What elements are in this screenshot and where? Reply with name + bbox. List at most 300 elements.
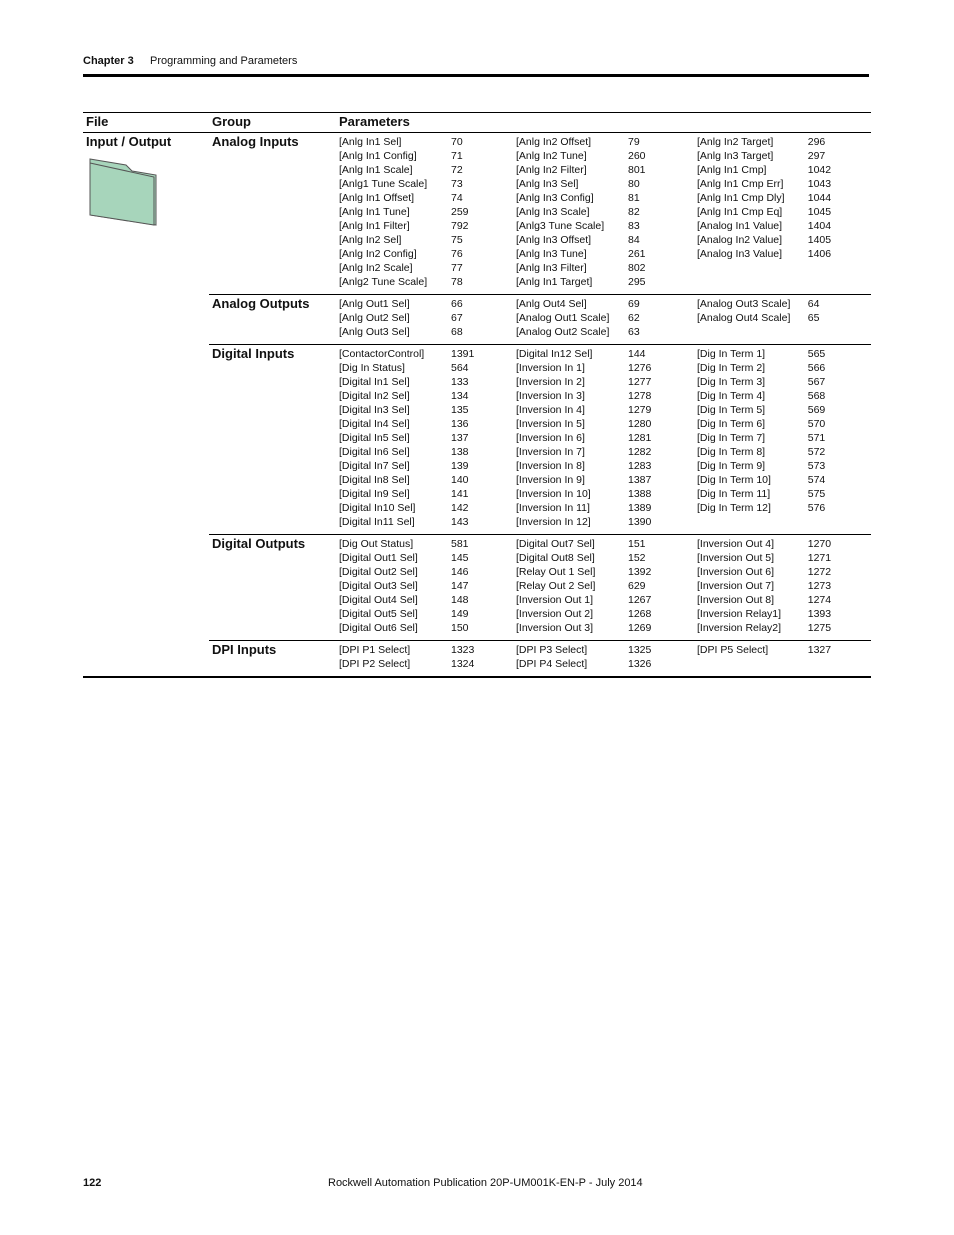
parameter-column [697, 643, 871, 671]
parameter-row [339, 431, 516, 445]
parameter-row [697, 191, 871, 205]
parameter-row [697, 347, 871, 361]
parameter-number: 261 [628, 248, 646, 260]
parameter-row [697, 593, 871, 607]
parameter-row [516, 515, 697, 529]
parameter-name: [Inversion Out 6] [697, 566, 775, 578]
parameter-number: 1324 [451, 658, 475, 670]
parameter-row [516, 261, 697, 275]
parameter-row [339, 445, 516, 459]
group-label: Analog Outputs [212, 296, 310, 311]
parameter-name: [Anlg3 Tune Scale] [516, 220, 605, 232]
parameter-row [697, 149, 871, 163]
parameter-name: [Inversion In 4] [516, 404, 585, 416]
parameter-row [516, 565, 697, 579]
parameter-number: 572 [807, 446, 826, 458]
parameter-row [516, 417, 697, 431]
parameter-row [697, 501, 871, 515]
parameter-number: 77 [451, 262, 463, 274]
parameter-row [339, 621, 516, 635]
parameter-number: 566 [807, 362, 826, 374]
parameter-number: 1387 [628, 474, 652, 486]
parameter-row [516, 403, 697, 417]
parameter-name: [Digital In1 Sel] [339, 376, 410, 388]
parameter-name: [Inversion Out 2] [516, 608, 594, 620]
parameter-row [339, 233, 516, 247]
parameter-row [697, 643, 871, 657]
parameter-number: 152 [628, 552, 646, 564]
header-rule [83, 74, 869, 77]
parameter-row [339, 459, 516, 473]
parameter-name: [Dig In Term 6] [697, 418, 766, 430]
parameter-number: 136 [451, 418, 469, 430]
parameter-row [697, 163, 871, 177]
parameter-row [339, 551, 516, 565]
parameter-row [697, 621, 871, 635]
table-group-row [209, 294, 871, 344]
parameter-number: 80 [628, 178, 640, 190]
section-title: Programming and Parameters [150, 55, 298, 67]
parameter-number: 1406 [807, 248, 832, 260]
parameter-number: 564 [451, 362, 469, 374]
parameter-name: [Anlg In3 Config] [516, 192, 594, 204]
parameter-number: 1326 [628, 658, 652, 670]
parameter-row [516, 487, 697, 501]
parameter-name: [DPI P5 Select] [697, 644, 769, 656]
parameter-number: 145 [451, 552, 469, 564]
parameter-row [516, 219, 697, 233]
parameter-name: [DPI P1 Select] [339, 644, 411, 656]
parameter-number: 573 [807, 460, 826, 472]
column-header-group: Group [212, 114, 251, 129]
parameter-name: [Dig In Term 1] [697, 348, 766, 360]
parameter-row [339, 347, 516, 361]
parameter-name: [Anlg In2 Tune] [516, 150, 587, 162]
parameter-number: 565 [807, 348, 826, 360]
parameter-number: 1393 [807, 608, 832, 620]
parameter-name: [Inversion In 6] [516, 432, 585, 444]
parameter-name: [Dig In Term 4] [697, 390, 766, 402]
parameter-name: [Dig In Term 2] [697, 362, 766, 374]
parameter-number: 1267 [628, 594, 652, 606]
parameter-name: [Digital Out4 Sel] [339, 594, 418, 606]
parameter-name: [Digital Out5 Sel] [339, 608, 418, 620]
parameter-name: [Inversion In 5] [516, 418, 585, 430]
parameter-number: 576 [807, 502, 826, 514]
parameter-name: [Dig In Term 7] [697, 432, 766, 444]
parameter-number: 139 [451, 460, 469, 472]
parameter-number: 148 [451, 594, 469, 606]
parameter-number: 140 [451, 474, 469, 486]
parameter-name: [Anlg In1 Config] [339, 150, 417, 162]
parameter-name: [Inversion In 7] [516, 446, 585, 458]
parameter-number: 149 [451, 608, 469, 620]
parameter-number: 1404 [807, 220, 832, 232]
parameter-number: 802 [628, 262, 646, 274]
parameter-number: 1273 [807, 580, 832, 592]
chapter-label: Chapter 3 [83, 55, 134, 67]
parameter-name: [Inversion In 10] [516, 488, 591, 500]
parameter-name: [Digital In4 Sel] [339, 418, 410, 430]
parameter-name: [Inversion In 3] [516, 390, 585, 402]
parameter-row [516, 347, 697, 361]
parameter-column [339, 135, 516, 289]
parameter-name: [Digital In11 Sel] [339, 516, 415, 528]
parameter-number: 259 [451, 206, 469, 218]
parameter-name: [Inversion In 12] [516, 516, 591, 528]
parameter-name: [Dig Out Status] [339, 538, 414, 550]
parameter-number: 81 [628, 192, 640, 204]
parameter-name: [Digital In8 Sel] [339, 474, 410, 486]
parameter-row [697, 205, 871, 219]
parameter-name: [Digital Out7 Sel] [516, 538, 595, 550]
parameter-column [697, 347, 871, 529]
parameter-name: [Anlg In2 Offset] [516, 136, 592, 148]
parameter-row [697, 551, 871, 565]
parameter-number: 1270 [807, 538, 832, 550]
parameter-name: [Anlg In1 Offset] [339, 192, 415, 204]
parameter-row [697, 177, 871, 191]
parameter-number: 82 [628, 206, 640, 218]
file-label: Input / Output [86, 134, 172, 149]
parameter-column [516, 537, 697, 635]
table-group-row [209, 534, 871, 640]
parameter-row [697, 311, 871, 325]
parameter-number: 1282 [628, 446, 652, 458]
group-label: DPI Inputs [212, 642, 277, 657]
parameter-row [516, 177, 697, 191]
parameter-name: [Digital In7 Sel] [339, 460, 410, 472]
parameter-column [339, 347, 516, 529]
parameter-number: 75 [451, 234, 463, 246]
parameter-name: [Anlg In1 Sel] [339, 136, 402, 148]
parameter-row [516, 473, 697, 487]
parameter-name: [Anlg Out4 Sel] [516, 298, 587, 310]
parameter-name: [Inversion Out 7] [697, 580, 775, 592]
parameter-number: 66 [451, 298, 463, 310]
parameter-name: [Dig In Term 9] [697, 460, 766, 472]
parameter-name: [Dig In Term 3] [697, 376, 766, 388]
parameter-number: 629 [628, 580, 646, 592]
parameter-column [516, 297, 697, 339]
parameter-number: 571 [807, 432, 826, 444]
parameter-row [339, 473, 516, 487]
parameter-row [697, 579, 871, 593]
parameter-name: [Analog In2 Value] [697, 234, 783, 246]
parameter-row [697, 247, 871, 261]
parameter-number: 1044 [807, 192, 832, 204]
parameter-name: [DPI P4 Select] [516, 658, 588, 670]
parameter-row [339, 593, 516, 607]
parameter-row [516, 297, 697, 311]
parameter-table [83, 112, 871, 678]
parameter-name: [Anlg Out1 Sel] [339, 298, 410, 310]
parameter-name: [Anlg In3 Scale] [516, 206, 590, 218]
parameter-row [339, 361, 516, 375]
parameter-row [339, 657, 516, 671]
parameter-name: [Anlg2 Tune Scale] [339, 276, 428, 288]
parameter-row [339, 389, 516, 403]
parameter-row [697, 389, 871, 403]
parameter-name: [Inversion Out 3] [516, 622, 594, 634]
parameter-number: 1268 [628, 608, 652, 620]
parameter-name: [Anlg In3 Tune] [516, 248, 587, 260]
parameter-number: 134 [451, 390, 469, 402]
parameter-name: [Anlg In2 Filter] [516, 164, 587, 176]
parameter-row [516, 501, 697, 515]
parameter-name: [Inversion In 1] [516, 362, 585, 374]
parameter-row [516, 247, 697, 261]
parameter-name: [Digital Out1 Sel] [339, 552, 418, 564]
parameter-row [339, 163, 516, 177]
parameter-columns [339, 535, 871, 635]
parameter-number: 62 [628, 312, 640, 324]
parameter-name: [Digital Out2 Sel] [339, 566, 418, 578]
parameter-name: [Anlg In1 Scale] [339, 164, 413, 176]
parameter-row [339, 297, 516, 311]
parameter-column [697, 135, 871, 289]
parameter-number: 135 [451, 404, 469, 416]
parameter-row [516, 431, 697, 445]
parameter-row [339, 135, 516, 149]
parameter-row [339, 261, 516, 275]
parameter-row [339, 579, 516, 593]
parameter-number: 1327 [807, 644, 832, 656]
parameter-name: [Dig In Term 10] [697, 474, 771, 486]
parameter-row [697, 459, 871, 473]
parameter-number: 151 [628, 538, 646, 550]
parameter-row [697, 445, 871, 459]
parameter-column [697, 537, 871, 635]
parameter-number: 64 [807, 298, 820, 310]
parameter-column [339, 537, 516, 635]
parameter-number: 570 [807, 418, 826, 430]
parameter-name: [Dig In Term 5] [697, 404, 766, 416]
parameter-name: [Inversion Out 1] [516, 594, 594, 606]
parameter-name: [Anlg In2 Config] [339, 248, 417, 260]
parameter-name: [Anlg In2 Sel] [339, 234, 402, 246]
parameter-row [697, 565, 871, 579]
parameter-name: [Digital Out6 Sel] [339, 622, 418, 634]
parameter-row [339, 607, 516, 621]
parameter-row [339, 177, 516, 191]
parameter-column [516, 347, 697, 529]
parameter-number: 1323 [451, 644, 475, 656]
parameter-name: [Anlg In3 Target] [697, 150, 774, 162]
parameter-row [697, 537, 871, 551]
parameter-row [697, 417, 871, 431]
parameter-row [516, 643, 697, 657]
parameter-number: 83 [628, 220, 640, 232]
table-group-row [83, 133, 871, 294]
parameter-number: 150 [451, 622, 469, 634]
parameter-name: [Anlg In1 Cmp Eq] [697, 206, 783, 218]
table-group-row [209, 640, 871, 676]
parameter-row [516, 537, 697, 551]
parameter-name: [Digital In10 Sel] [339, 502, 416, 514]
parameter-row [516, 233, 697, 247]
parameter-number: 1043 [807, 178, 832, 190]
page-number: 122 [83, 1177, 102, 1189]
parameter-row [516, 135, 697, 149]
parameter-name: [Inversion Out 4] [697, 538, 775, 550]
page-header [83, 53, 869, 75]
parameter-number: 79 [628, 136, 640, 148]
parameter-name: [Digital Out3 Sel] [339, 580, 418, 592]
parameter-number: 69 [628, 298, 640, 310]
folder-icon [86, 155, 158, 227]
parameter-name: [Inversion Out 5] [697, 552, 775, 564]
parameter-name: [Inversion Out 8] [697, 594, 775, 606]
parameter-number: 71 [451, 150, 463, 162]
group-label: Analog Inputs [212, 134, 299, 149]
parameter-name: [Dig In Term 12] [697, 502, 771, 514]
parameter-columns [339, 295, 871, 339]
parameter-number: 1277 [628, 376, 652, 388]
parameter-row [339, 219, 516, 233]
parameter-number: 568 [807, 390, 826, 402]
parameter-row [697, 607, 871, 621]
parameter-row [516, 657, 697, 671]
column-header-parameters: Parameters [339, 114, 410, 129]
parameter-number: 792 [451, 220, 469, 232]
parameter-name: [DPI P3 Select] [516, 644, 588, 656]
parameter-name: [Digital Out8 Sel] [516, 552, 595, 564]
parameter-name: [Digital In2 Sel] [339, 390, 410, 402]
parameter-name: [Anlg In2 Target] [697, 136, 774, 148]
parameter-name: [Anlg In1 Filter] [339, 220, 410, 232]
parameter-number: 144 [628, 348, 646, 360]
parameter-name: [Analog In3 Value] [697, 248, 783, 260]
parameter-name: [Anlg In2 Scale] [339, 262, 413, 274]
group-label: Digital Inputs [212, 346, 295, 361]
parameter-number: 295 [628, 276, 646, 288]
parameter-row [516, 389, 697, 403]
parameter-row [516, 311, 697, 325]
parameter-number: 567 [807, 376, 826, 388]
parameter-number: 1281 [628, 432, 652, 444]
group-list [83, 133, 871, 676]
parameter-number: 146 [451, 566, 469, 578]
parameter-row [697, 233, 871, 247]
parameter-row [339, 501, 516, 515]
parameter-name: [Analog Out2 Scale] [516, 326, 610, 338]
parameter-column [516, 135, 697, 289]
parameter-number: 141 [451, 488, 469, 500]
parameter-number: 1269 [628, 622, 652, 634]
parameter-number: 1272 [807, 566, 832, 578]
parameter-name: [Relay Out 2 Sel] [516, 580, 596, 592]
parameter-name: [Anlg In1 Target] [516, 276, 593, 288]
parameter-number: 801 [628, 164, 646, 176]
column-header-file: File [86, 114, 109, 129]
parameter-name: [Anlg In1 Tune] [339, 206, 410, 218]
parameter-number: 575 [807, 488, 826, 500]
parameter-number: 1389 [628, 502, 652, 514]
parameter-number: 142 [451, 502, 469, 514]
parameter-name: [Analog In1 Value] [697, 220, 783, 232]
parameter-row [516, 375, 697, 389]
parameter-column [339, 643, 516, 671]
parameter-row [339, 565, 516, 579]
parameter-name: [ContactorControl] [339, 348, 425, 360]
parameter-name: [Digital In9 Sel] [339, 488, 410, 500]
parameter-number: 1278 [628, 390, 652, 402]
parameter-number: 138 [451, 446, 469, 458]
parameter-row [516, 149, 697, 163]
parameter-row [339, 537, 516, 551]
parameter-row [516, 205, 697, 219]
parameter-row [516, 607, 697, 621]
parameter-number: 70 [451, 136, 463, 148]
parameter-name: [Dig In Term 11] [697, 488, 771, 500]
parameter-name: [Inversion In 2] [516, 376, 585, 388]
parameter-number: 143 [451, 516, 469, 528]
parameter-row [697, 135, 871, 149]
parameter-number: 63 [628, 326, 640, 338]
parameter-row [516, 579, 697, 593]
parameter-name: [Anlg In1 Cmp Dly] [697, 192, 785, 204]
parameter-row [339, 375, 516, 389]
parameter-column [516, 643, 697, 671]
parameter-columns [339, 641, 871, 671]
parameter-row [339, 403, 516, 417]
parameter-row [339, 191, 516, 205]
parameter-row [339, 417, 516, 431]
parameter-number: 65 [807, 312, 820, 324]
parameter-name: [Anlg In3 Sel] [516, 178, 579, 190]
parameter-number: 1325 [628, 644, 652, 656]
parameter-name: [Dig In Status] [339, 362, 405, 374]
parameter-number: 1275 [807, 622, 832, 634]
parameter-row [697, 431, 871, 445]
parameter-number: 73 [451, 178, 463, 190]
parameter-number: 569 [807, 404, 826, 416]
parameter-name: [Anlg Out3 Sel] [339, 326, 410, 338]
parameter-number: 581 [451, 538, 469, 550]
parameter-number: 574 [807, 474, 826, 486]
parameter-number: 1392 [628, 566, 652, 578]
parameter-row [516, 551, 697, 565]
parameter-row [697, 487, 871, 501]
parameter-number: 260 [628, 150, 646, 162]
parameter-row [516, 593, 697, 607]
parameter-name: [Anlg Out2 Sel] [339, 312, 410, 324]
parameter-name: [Analog Out3 Scale] [697, 298, 791, 310]
parameter-row [697, 297, 871, 311]
parameter-row [339, 275, 516, 289]
parameter-row [516, 459, 697, 473]
parameter-row [339, 487, 516, 501]
parameter-name: [Inversion Relay2] [697, 622, 782, 634]
parameter-row [516, 191, 697, 205]
parameter-column [697, 297, 871, 339]
parameter-row [516, 445, 697, 459]
parameter-row [697, 403, 871, 417]
parameter-number: 1276 [628, 362, 652, 374]
parameter-column [339, 297, 516, 339]
parameter-row [339, 643, 516, 657]
parameter-columns [339, 345, 871, 529]
parameter-name: [Digital In6 Sel] [339, 446, 410, 458]
parameter-row [339, 311, 516, 325]
parameter-columns [339, 133, 871, 289]
parameter-name: [Analog Out4 Scale] [697, 312, 791, 324]
parameter-number: 68 [451, 326, 463, 338]
parameter-row [516, 621, 697, 635]
parameter-row [697, 219, 871, 233]
parameter-name: [Digital In5 Sel] [339, 432, 410, 444]
